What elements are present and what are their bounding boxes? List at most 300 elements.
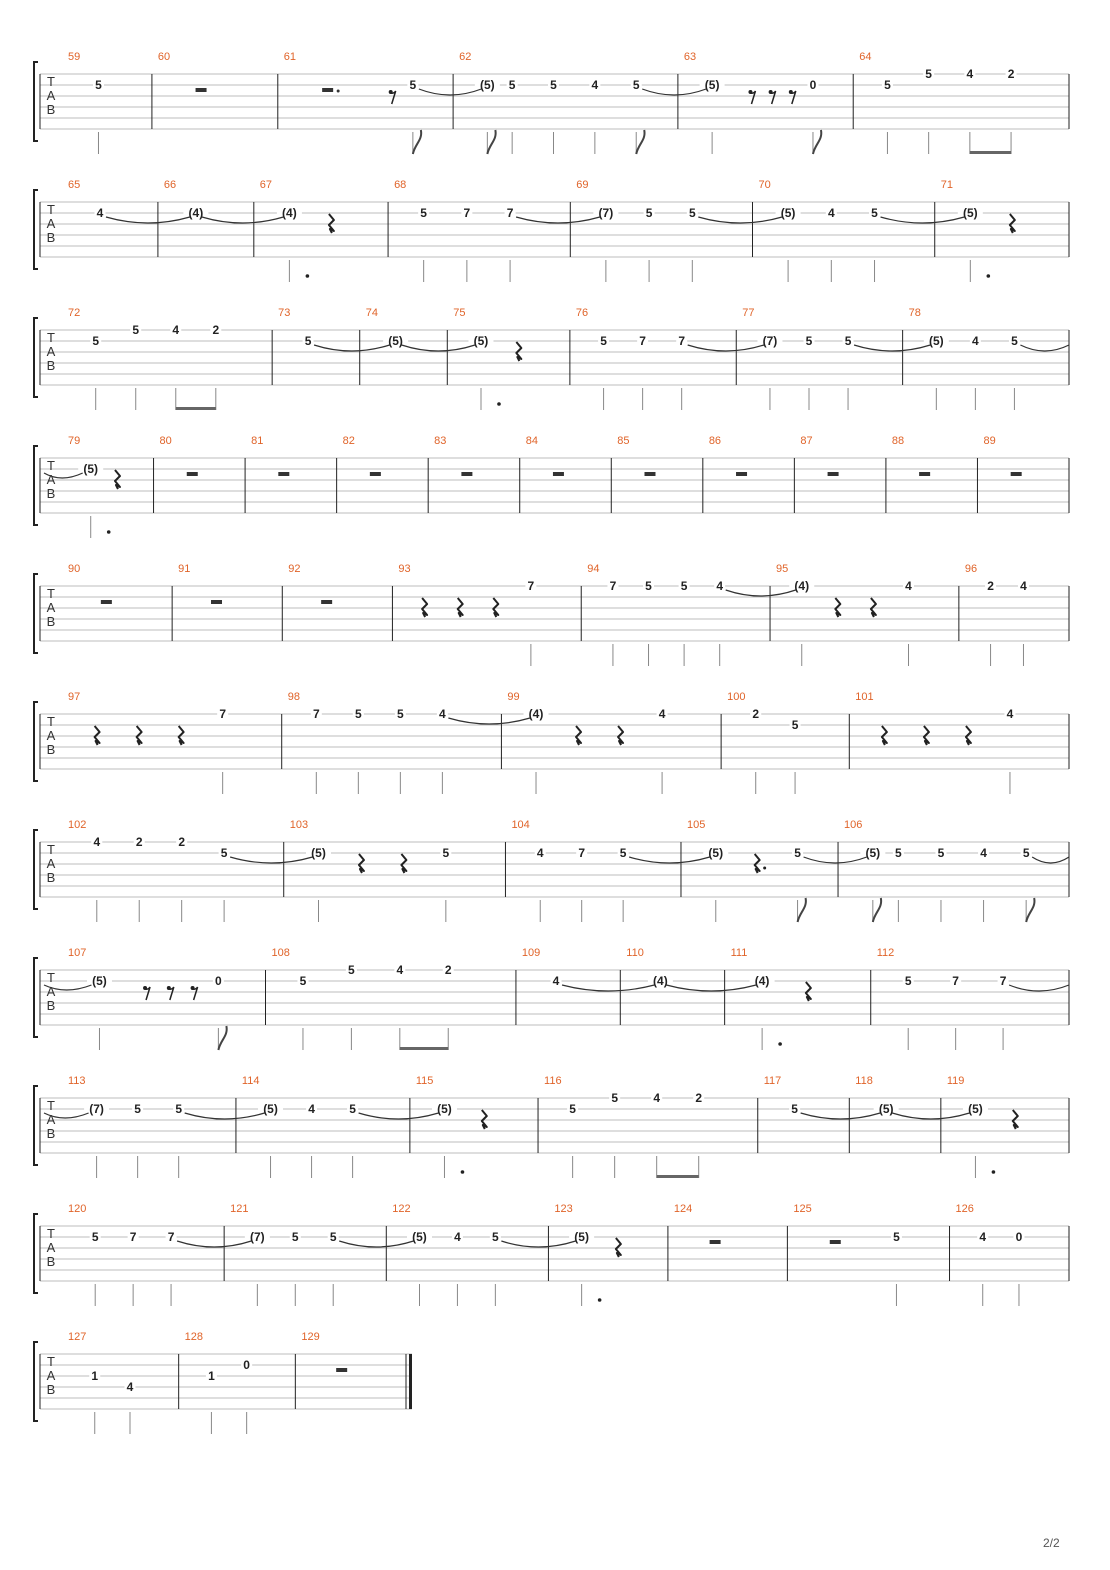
fret-number: (7) — [598, 206, 614, 220]
fret-number: 0 — [243, 1358, 250, 1372]
fret-number: 5 — [1011, 334, 1018, 348]
system-bracket — [34, 190, 38, 269]
half-rest — [336, 1368, 347, 1372]
tie-arc — [106, 217, 190, 223]
tab-clef-letter: B — [46, 1382, 56, 1397]
measure-number: 120 — [68, 1203, 87, 1215]
tab-clef-letter: B — [46, 486, 56, 501]
fret-number: 4 — [972, 334, 979, 348]
fret-number: 5 — [442, 846, 450, 860]
fret-number: (5) — [83, 462, 99, 476]
fret-number: 4 — [454, 1230, 461, 1244]
measure-number: 85 — [617, 435, 630, 447]
measure-number: 84 — [525, 435, 538, 447]
fret-number: 5 — [1022, 846, 1030, 860]
fret-number: (5) — [704, 78, 720, 92]
fret-number: 4 — [658, 707, 666, 721]
fret-number: 2 — [444, 963, 452, 977]
eighth-flag — [413, 130, 421, 154]
tab-clef-letter: A — [46, 1112, 56, 1127]
tie-arc — [202, 217, 284, 223]
measure-number: 65 — [68, 179, 81, 191]
tie-arc — [230, 857, 312, 863]
tab-clef-letter: B — [46, 998, 56, 1013]
fret-number: 5 — [937, 846, 945, 860]
tab-clef-letter: T — [47, 1354, 55, 1369]
duration-dot — [763, 867, 766, 870]
measure-number: 103 — [289, 819, 309, 831]
fret-number: 1 — [208, 1369, 215, 1383]
fret-number: 5 — [569, 1102, 576, 1116]
fret-number: (4) — [794, 579, 810, 593]
fret-number: 4 — [96, 206, 104, 220]
half-rest — [370, 472, 381, 476]
tab-clef-letter: T — [47, 842, 55, 857]
measure-number: 75 — [453, 307, 466, 319]
fret-number: 5 — [611, 1091, 619, 1105]
measure-number: 77 — [742, 307, 755, 319]
measure-number: 95 — [776, 563, 789, 575]
measure-number: 105 — [686, 819, 706, 831]
eighth-flag — [1026, 898, 1034, 922]
fret-number: 5 — [492, 1230, 499, 1244]
tie-arc — [448, 718, 530, 724]
staff-system — [34, 435, 1069, 538]
fret-number: 4 — [591, 78, 599, 92]
fret-number: (4) — [528, 707, 544, 721]
fret-number: (7) — [250, 1230, 265, 1244]
half-rest — [828, 472, 839, 476]
page-number: 2/2 — [1043, 1536, 1060, 1550]
measure-number: 61 — [283, 51, 297, 63]
fret-number: 7 — [167, 1230, 175, 1244]
fret-number: (5) — [263, 1102, 278, 1116]
half-rest — [187, 472, 198, 476]
tie-arc — [419, 89, 481, 95]
fret-number: 5 — [397, 707, 404, 721]
fret-number: 5 — [175, 1102, 183, 1116]
eighth-flag — [218, 1026, 226, 1050]
fret-number: 4 — [439, 707, 446, 721]
measure-number: 88 — [891, 435, 905, 447]
fret-number: 5 — [632, 78, 640, 92]
duration-dot — [461, 1170, 465, 1174]
fret-number: 0 — [1015, 1230, 1023, 1244]
half-rest — [211, 600, 222, 604]
tab-clef-letter: T — [47, 74, 55, 89]
fret-number: 5 — [409, 78, 417, 92]
eighth-flag — [813, 130, 821, 154]
fret-number: 4 — [827, 206, 835, 220]
fret-number: (5) — [480, 78, 495, 92]
system-bracket — [34, 830, 38, 909]
fret-number: 4 — [905, 579, 912, 593]
tie-arc — [1032, 857, 1069, 863]
measure-number: 67 — [259, 179, 273, 191]
system-bracket — [34, 62, 38, 141]
measure-number: 78 — [908, 307, 921, 319]
fret-number: (5) — [928, 334, 944, 348]
fret-number: 7 — [578, 846, 586, 860]
staff-system — [34, 1075, 1069, 1178]
fret-number: 5 — [349, 1102, 356, 1116]
fret-number: 4 — [126, 1380, 134, 1394]
fret-number: 7 — [639, 334, 646, 348]
measure-number: 93 — [398, 563, 411, 575]
fret-number: 5 — [688, 206, 696, 220]
staff-system — [34, 307, 1069, 410]
note-beam — [400, 1047, 448, 1050]
note-beam — [970, 151, 1011, 154]
measure-number: 63 — [683, 51, 697, 63]
half-rest — [461, 472, 472, 476]
fret-number: 2 — [178, 835, 186, 849]
note-beam — [176, 407, 216, 410]
tab-clef-letter: T — [47, 586, 55, 601]
eighth-rest — [169, 987, 174, 1000]
measure-number: 106 — [844, 819, 863, 831]
half-rest — [1011, 472, 1022, 476]
fret-number: (5) — [865, 846, 881, 860]
fret-number: 5 — [220, 846, 228, 860]
measure-number: 117 — [763, 1075, 782, 1087]
fret-number: 5 — [844, 334, 852, 348]
measure-number: 124 — [673, 1203, 693, 1215]
measure-number: 112 — [876, 947, 895, 959]
system-bracket — [34, 702, 38, 781]
tab-clef-letter: T — [47, 330, 55, 345]
tab-clef-letter: T — [47, 714, 55, 729]
fret-number: 7 — [463, 206, 471, 220]
measure-number: 101 — [855, 691, 874, 703]
half-rest — [321, 600, 332, 604]
eighth-flag — [873, 898, 881, 922]
measure-number: 97 — [68, 691, 81, 703]
measure-number: 92 — [288, 563, 301, 575]
fret-number: (5) — [388, 334, 403, 348]
tab-clef-letter: A — [46, 1240, 56, 1255]
fret-number: 4 — [536, 846, 544, 860]
fret-number: 4 — [93, 835, 101, 849]
fret-number: 5 — [884, 78, 891, 92]
fret-number: 5 — [91, 1230, 99, 1244]
system-bracket — [34, 446, 38, 525]
measure-number: 90 — [68, 563, 81, 575]
measure-number: 116 — [544, 1075, 562, 1087]
fret-number: 0 — [809, 78, 817, 92]
half-rest — [322, 88, 333, 92]
eighth-rest — [791, 91, 796, 104]
measure-number: 129 — [301, 1331, 320, 1343]
measure-number: 121 — [230, 1203, 249, 1215]
fret-number: 2 — [212, 323, 220, 337]
fret-number: 2 — [752, 707, 760, 721]
measure-number: 99 — [507, 691, 520, 703]
fret-number: 7 — [609, 579, 617, 593]
fret-number: 5 — [95, 78, 102, 92]
tab-clef-letter: T — [47, 458, 55, 473]
system-bracket — [34, 574, 38, 653]
tab-clef-letter: A — [46, 472, 56, 487]
fret-number: 7 — [312, 707, 320, 721]
tie-arc — [177, 1241, 251, 1247]
fret-number: 5 — [805, 334, 813, 348]
staff-system — [34, 691, 1069, 794]
fret-number: 5 — [794, 846, 801, 860]
tie-arc — [881, 217, 965, 223]
fret-number: 4 — [653, 1091, 661, 1105]
fret-number: (5) — [92, 974, 107, 988]
fret-number: 4 — [1006, 707, 1014, 721]
measure-number: 81 — [251, 435, 264, 447]
measure-number: 72 — [68, 307, 81, 319]
duration-dot — [992, 1170, 996, 1174]
tie-arc — [501, 1241, 575, 1247]
fret-number: 4 — [1020, 579, 1027, 593]
fret-number: 5 — [508, 78, 516, 92]
fret-number: 4 — [716, 579, 724, 593]
measure-number: 126 — [955, 1203, 974, 1215]
tie-arc — [185, 1113, 265, 1119]
tab-clef-letter: A — [46, 216, 56, 231]
fret-number: (5) — [473, 334, 489, 348]
half-rest — [553, 472, 564, 476]
fret-number: 5 — [925, 67, 932, 81]
measure-number: 69 — [576, 179, 589, 191]
fret-number: 4 — [396, 963, 404, 977]
tab-clef-letter: A — [46, 344, 56, 359]
measure-number: 100 — [727, 691, 746, 703]
fret-number: 5 — [132, 323, 140, 337]
measure-number: 109 — [521, 947, 541, 959]
tab-clef-letter: A — [46, 1368, 56, 1383]
measure-number: 113 — [68, 1075, 86, 1087]
measure-number: 118 — [855, 1075, 873, 1087]
fret-number: (5) — [708, 846, 724, 860]
tie-arc — [698, 217, 782, 223]
measure-number: 74 — [365, 307, 378, 319]
system-bracket — [34, 1342, 38, 1421]
fret-number: 4 — [980, 846, 987, 860]
tie-arc — [562, 985, 654, 991]
staff-system — [34, 51, 1069, 154]
fret-number: (5) — [412, 1230, 427, 1244]
staff-system — [34, 1203, 1069, 1306]
measure-number: 98 — [287, 691, 300, 703]
fret-number: 2 — [987, 579, 994, 593]
fret-number: 4 — [966, 67, 974, 81]
fret-number: 5 — [354, 707, 362, 721]
fret-number: 7 — [678, 334, 686, 348]
measure-number: 86 — [708, 435, 722, 447]
fret-number: 2 — [1007, 67, 1015, 81]
fret-number: 5 — [348, 963, 355, 977]
tie-arc — [516, 217, 600, 223]
tab-clef-letter: T — [47, 1098, 55, 1113]
tie-arc — [804, 857, 867, 863]
half-rest — [830, 1240, 841, 1244]
duration-dot — [598, 1298, 602, 1302]
measure-number: 108 — [271, 947, 290, 959]
tab-clef-letter: B — [46, 102, 56, 117]
half-rest — [644, 472, 655, 476]
half-rest — [710, 1240, 721, 1244]
fret-number: 7 — [129, 1230, 137, 1244]
tab-clef-letter: A — [46, 728, 56, 743]
tie-arc — [688, 345, 764, 351]
duration-dot — [778, 1042, 782, 1046]
half-rest — [196, 88, 207, 92]
measure-number: 119 — [946, 1075, 965, 1087]
system-bracket — [34, 1214, 38, 1293]
fret-number: 5 — [791, 718, 799, 732]
tab-clef-letter: B — [46, 870, 56, 885]
tie-arc — [629, 857, 710, 863]
fret-number: 5 — [871, 206, 878, 220]
fret-number: 5 — [92, 334, 100, 348]
fret-number: (7) — [89, 1102, 104, 1116]
measure-number: 94 — [587, 563, 600, 575]
tab-clef-letter: B — [46, 358, 56, 373]
system-bracket — [34, 958, 38, 1037]
eighth-flag — [636, 130, 644, 154]
duration-dot — [987, 274, 991, 278]
note-beam — [657, 1175, 699, 1178]
measure-number: 128 — [184, 1331, 204, 1343]
tab-clef-letter: B — [46, 742, 56, 757]
fret-number: (5) — [437, 1102, 452, 1116]
measure-number: 82 — [342, 435, 355, 447]
duration-dot — [306, 274, 310, 278]
staff-system — [34, 563, 1069, 666]
eighth-flag — [798, 898, 806, 922]
measure-number: 110 — [626, 947, 644, 959]
fret-number: 5 — [791, 1102, 798, 1116]
eighth-rest — [193, 987, 198, 1000]
fret-number: 5 — [645, 206, 653, 220]
measure-number: 68 — [394, 179, 407, 191]
measure-number: 122 — [392, 1203, 411, 1215]
fret-number: 5 — [895, 846, 902, 860]
measure-number: 127 — [68, 1331, 87, 1343]
measure-number: 59 — [68, 51, 81, 63]
eighth-rest — [391, 91, 396, 104]
duration-dot — [107, 530, 111, 534]
tab-clef-letter: A — [46, 600, 56, 615]
fret-number: 2 — [695, 1091, 703, 1105]
fret-number: 4 — [552, 974, 560, 988]
fret-number: (5) — [780, 206, 796, 220]
fret-number: 5 — [600, 334, 607, 348]
tie-arc — [726, 590, 796, 596]
fret-number: 7 — [506, 206, 514, 220]
fret-number: 7 — [219, 707, 227, 721]
fret-number: 1 — [91, 1369, 99, 1383]
tab-clef-letter: T — [47, 970, 55, 985]
tab-clef-letter: A — [46, 88, 56, 103]
measure-number: 79 — [68, 435, 81, 447]
tab-clef-letter: T — [47, 1226, 55, 1241]
tie-arc — [339, 1241, 413, 1247]
measure-number: 102 — [68, 819, 87, 831]
fret-number: (4) — [754, 974, 770, 988]
tab-clef-letter: B — [46, 614, 56, 629]
fret-number: 7 — [999, 974, 1007, 988]
measure-number: 64 — [859, 51, 872, 63]
fret-number: 2 — [135, 835, 143, 849]
measure-number: 114 — [241, 1075, 260, 1087]
fret-number: 5 — [904, 974, 912, 988]
fret-number: 5 — [645, 579, 652, 593]
fret-number: 0 — [215, 974, 222, 988]
measure-number: 87 — [800, 435, 813, 447]
half-rest — [919, 472, 930, 476]
fret-number: (5) — [311, 846, 326, 860]
measure-number: 96 — [964, 563, 978, 575]
fret-number: (5) — [962, 206, 978, 220]
tie-arc — [801, 1113, 881, 1119]
tie-arc — [402, 345, 475, 351]
eighth-rest — [750, 91, 755, 104]
fret-number: (4) — [282, 206, 297, 220]
fret-number: 5 — [291, 1230, 299, 1244]
duration-dot — [497, 402, 501, 406]
tab-clef-letter: A — [46, 856, 56, 871]
measure-number: 115 — [415, 1075, 434, 1087]
measure-number: 71 — [940, 179, 953, 191]
measure-number: 76 — [575, 307, 589, 319]
measure-number: 125 — [793, 1203, 812, 1215]
final-barline — [409, 1354, 412, 1409]
measure-number: 73 — [278, 307, 291, 319]
tie-arc — [892, 1113, 969, 1119]
measure-number: 91 — [178, 563, 191, 575]
fret-number: 5 — [329, 1230, 337, 1244]
measure-number: 80 — [159, 435, 172, 447]
eighth-rest — [771, 91, 776, 104]
measure-number: 107 — [68, 947, 87, 959]
half-rest — [736, 472, 747, 476]
fret-number: 4 — [172, 323, 180, 337]
tie-arc — [1020, 345, 1069, 351]
eighth-rest — [145, 987, 150, 1000]
measure-number: 70 — [758, 179, 771, 191]
measure-number: 83 — [434, 435, 447, 447]
fret-number: (5) — [878, 1102, 894, 1116]
measure-number: 104 — [511, 819, 530, 831]
measure-number: 123 — [554, 1203, 573, 1215]
eighth-flag — [487, 130, 495, 154]
fret-number: (5) — [968, 1102, 983, 1116]
tab-clef-letter: T — [47, 202, 55, 217]
fret-number: 5 — [420, 206, 427, 220]
system-bracket — [34, 318, 38, 397]
tie-arc — [642, 89, 706, 95]
tie-arc — [359, 1113, 439, 1119]
duration-dot — [337, 90, 340, 93]
measure-number: 111 — [730, 947, 748, 959]
fret-number: 7 — [952, 974, 959, 988]
measure-number: 66 — [163, 179, 177, 191]
staff-system — [34, 947, 1069, 1050]
measure-number: 89 — [983, 435, 996, 447]
fret-number: (5) — [574, 1230, 589, 1244]
tab-clef-letter: A — [46, 984, 56, 999]
fret-number: 5 — [550, 78, 557, 92]
tab-clef-letter: B — [46, 1254, 56, 1269]
fret-number: 4 — [979, 1230, 987, 1244]
staff-system — [34, 1331, 412, 1434]
